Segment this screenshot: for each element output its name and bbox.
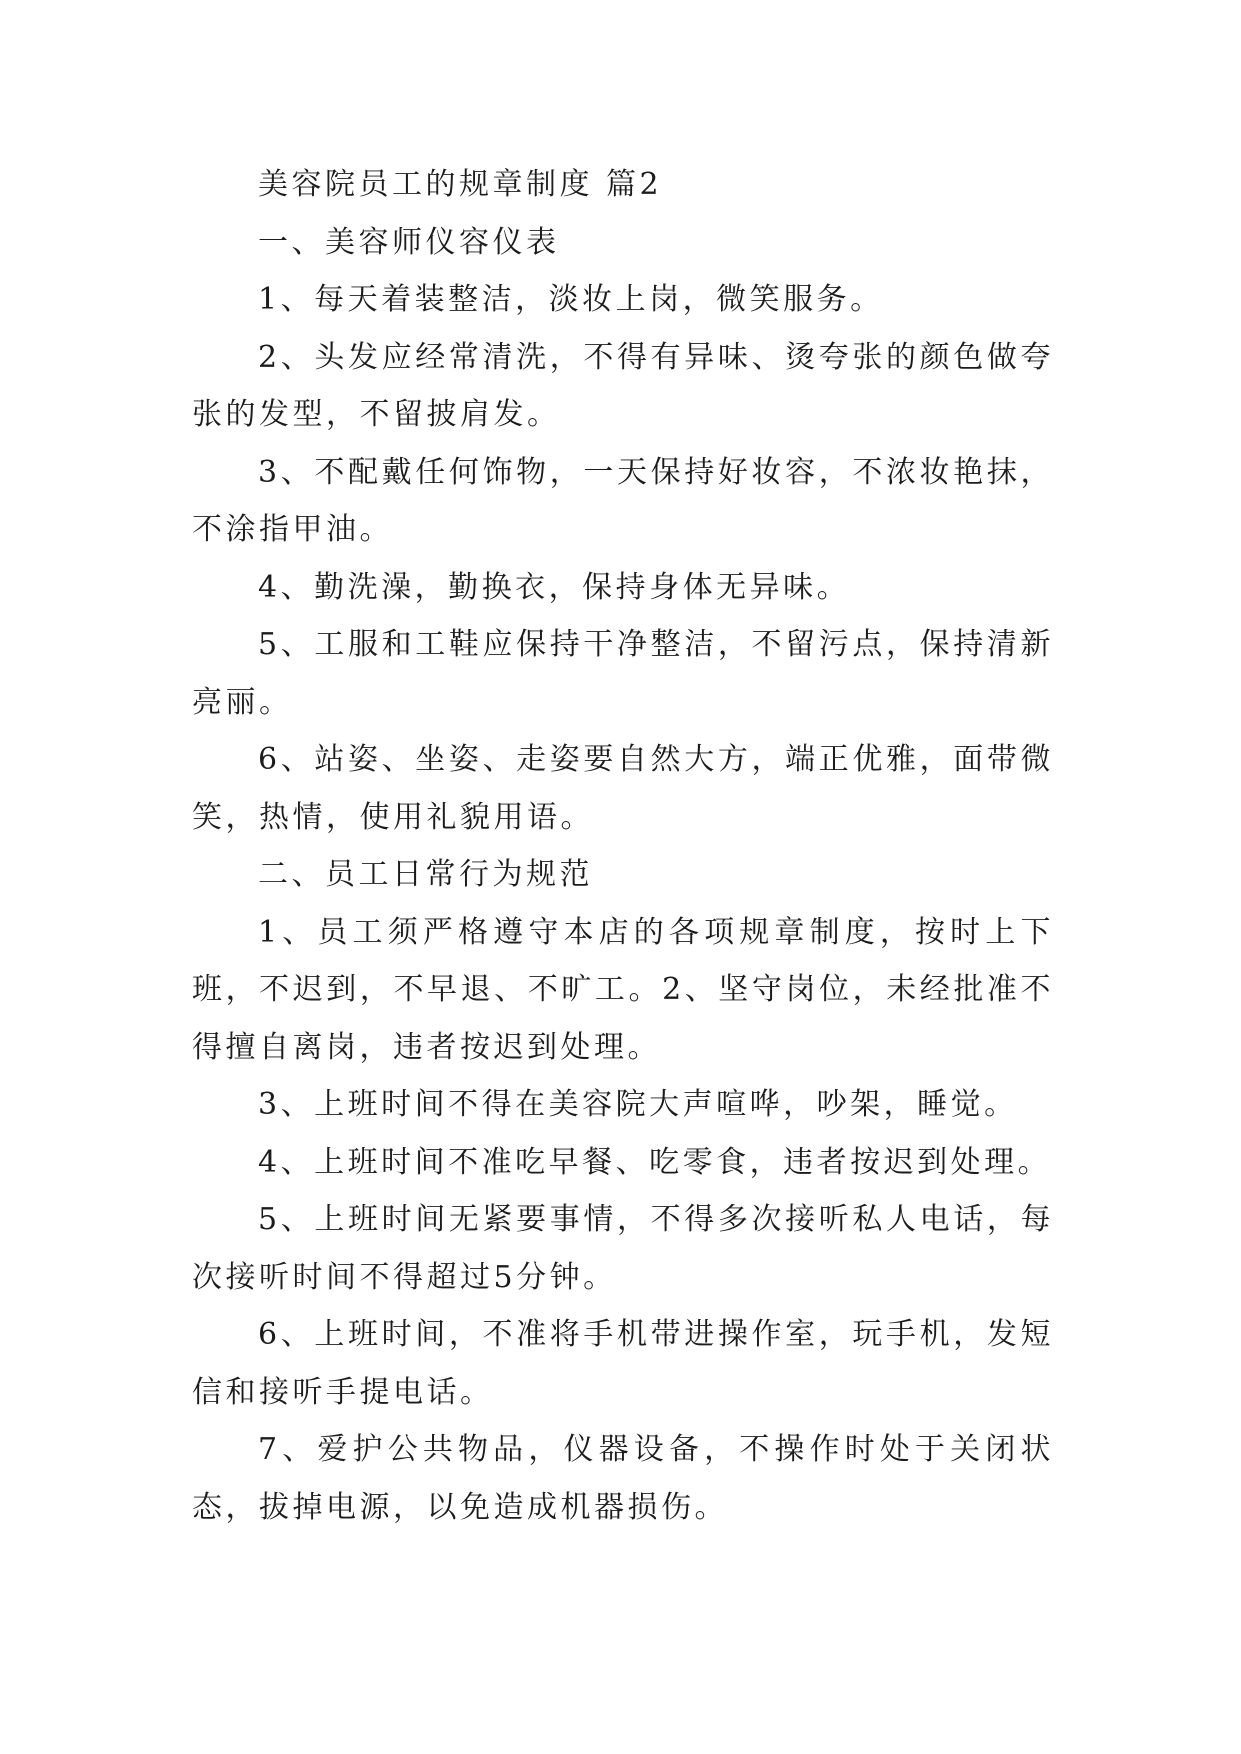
paragraph: 2、头发应经常清洗，不得有异味、烫夸张的颜色做夸张的发型，不留披肩发。 [192, 339, 1054, 432]
paragraph: 1、每天着装整洁，淡妆上岗，微笑服务。 [258, 282, 884, 317]
document-body [192, 156, 1054, 1536]
paragraph: 6、上班时间，不准将手机带进操作室，玩手机，发短信和接听手提电话。 [192, 1317, 1054, 1410]
paragraph: 5、工服和工鞋应保持干净整洁，不留污点，保持清新亮丽。 [192, 627, 1054, 720]
paragraph: 1、员工须严格遵守本店的各项规章制度，按时上下班，不迟到，不早退、不旷工。2、坚守岗位，未经批准不得擅自离岗，违者按迟到处理。 [192, 914, 1054, 1065]
section-heading-conduct: 二、员工日常行为规范 [258, 857, 593, 892]
paragraph: 5、上班时间无紧要事情，不得多次接听私人电话，每次接听时间不得超过5分钟。 [192, 1202, 1054, 1295]
paragraph: 4、上班时间不准吃早餐、吃零食，违者按迟到处理。 [258, 1144, 1052, 1180]
paragraph: 4、勤洗澡，勤换衣，保持身体无异味。 [258, 569, 851, 605]
section-heading-appearance: 一、美容师仪容仪表 [258, 224, 560, 260]
document-title: 美容院员工的规章制度 篇2 [258, 167, 663, 202]
paragraph: 3、上班时间不得在美容院大声喧哗，吵架，睡觉。 [258, 1087, 1018, 1122]
paragraph: 7、爱护公共物品，仪器设备，不操作时处于关闭状态，拔掉电源，以免造成机器损伤。 [192, 1432, 1054, 1525]
paragraph: 6、站姿、坐姿、走姿要自然大方，端正优雅，面带微笑，热情，使用礼貌用语。 [192, 742, 1054, 835]
paragraph: 3、不配戴任何饰物，一天保持好妆容，不浓妆艳抹，不涂指甲油。 [192, 454, 1054, 547]
